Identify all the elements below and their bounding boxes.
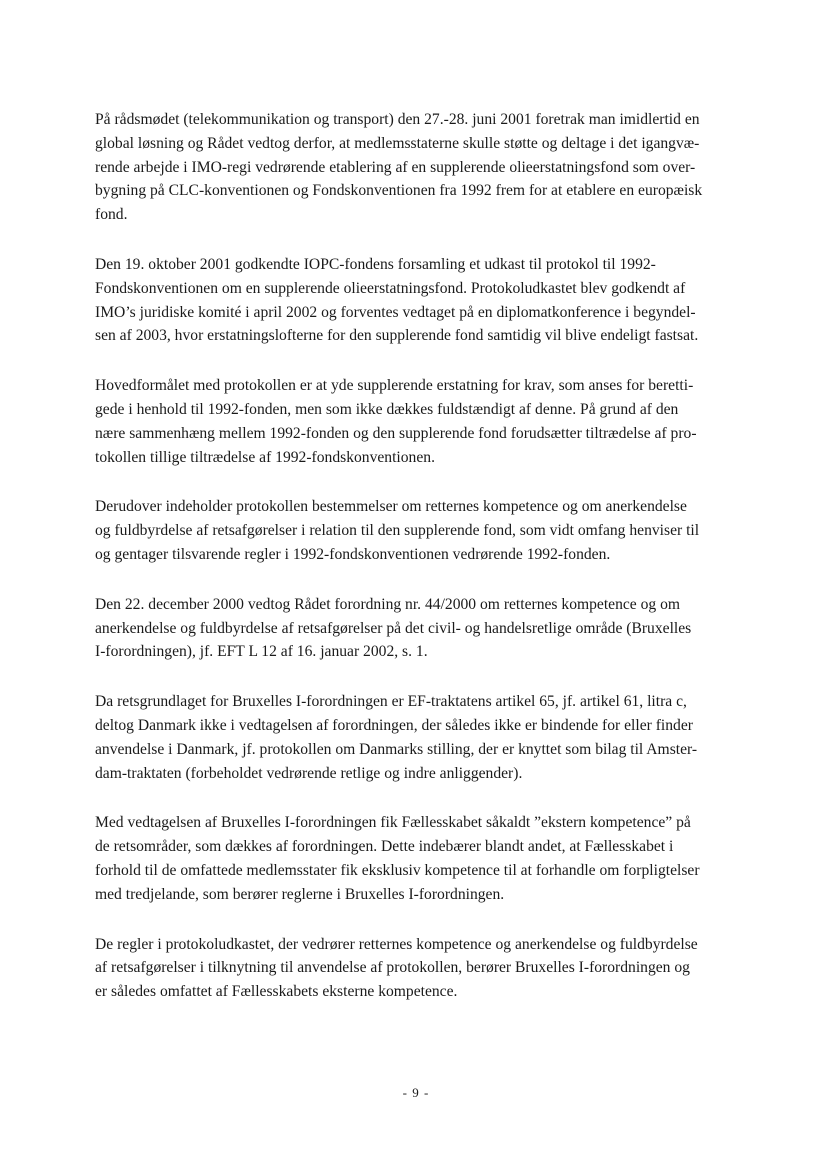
- text-line: Da retsgrundlaget for Bruxelles I-forordningen er EF-traktatens artikel 65, jf. artikel 61, litra c,: [95, 693, 687, 711]
- text-line: Med vedtagelsen af Bruxelles I-forordningen fik Fællesskabet såkaldt ”ekstern kompetence” på: [95, 814, 691, 832]
- text-line: bygning på CLC-konventionen og Fondskonventionen fra 1992 frem for at etablere en europæisk: [95, 182, 703, 200]
- text-line: Hovedformålet med protokollen er at yde supplerende erstatning for krav, som anses for beretti-: [95, 377, 694, 395]
- text-line: nære sammenhæng mellem 1992-fonden og den supplerende fond forudsætter tiltrædelse af pro-: [95, 424, 697, 442]
- text-line: Fondskonventionen om en supplerende olieerstatningsfond. Protokoludkastet blev godkendt af: [95, 279, 686, 297]
- page-number: - 9 -: [402, 1085, 430, 1100]
- text-line: gede i henhold til 1992-fonden, men som ikke dækkes fuldstændigt af denne. På grund af den: [95, 400, 679, 418]
- text-line: de retsområder, som dækkes af forordningen. Dette indebærer blandt andet, at Fællesskabet i: [95, 838, 674, 856]
- text-line: Den 19. oktober 2001 godkendte IOPC-fondens forsamling et udkast til protokol til 1992-: [95, 255, 656, 273]
- text-line: og gentager tilsvarende regler i 1992-fondskonventionen vedrørende 1992-fonden.: [95, 545, 611, 563]
- text-line: med tredjelande, som berører reglerne i Bruxelles I-forordningen.: [95, 885, 505, 903]
- paragraph-3: [95, 374, 755, 469]
- text-line: sen af 2003, hvor erstatningslofterne for den supplerende fond samtidig vil blive endeligt fastsat.: [95, 327, 699, 345]
- text-line: De regler i protokoludkastet, der vedrører retternes kompetence og anerkendelse og fuldbyrdelse: [95, 935, 698, 953]
- paragraph-2: [95, 253, 755, 348]
- paragraph-6: [95, 690, 755, 785]
- text-line: fond.: [95, 206, 128, 224]
- text-line: Derudover indeholder protokollen bestemmelser om retternes kompetence og om anerkendelse: [95, 498, 687, 516]
- paragraph-1: [95, 108, 755, 227]
- paragraph-5: [95, 593, 755, 664]
- document-body: [95, 108, 755, 1030]
- text-line: I-forordningen), jf. EFT L 12 af 16. januar 2002, s. 1.: [95, 643, 428, 661]
- text-line: global løsning og Rådet vedtog derfor, at medlemsstaterne skulle støtte og deltage i det igangvæ-: [95, 134, 700, 152]
- text-line: og fuldbyrdelse af retsafgørelser i relation til den supplerende fond, som vidt omfang henviser til: [95, 522, 700, 540]
- text-line: tokollen tillige tiltrædelse af 1992-fondskonventionen.: [95, 448, 435, 466]
- text-line: forhold til de omfattede medlemsstater fik eksklusiv kompetence til at forhandle om forpligtelser: [95, 861, 700, 879]
- paragraph-4: [95, 495, 755, 566]
- text-line: Den 22. december 2000 vedtog Rådet forordning nr. 44/2000 om retternes kompetence og om: [95, 595, 681, 613]
- text-line: er således omfattet af Fællesskabets eksterne kompetence.: [95, 983, 458, 1001]
- text-line: anvendelse i Danmark, jf. protokollen om Danmarks stilling, der er knyttet som bilag til Amster-: [95, 740, 698, 758]
- text-line: På rådsmødet (telekommunikation og transport) den 27.-28. juni 2001 foretrak man imidlertid en: [95, 111, 700, 128]
- paragraph-7: [95, 811, 755, 906]
- text-line: IMO’s juridiske komité i april 2002 og forventes vedtaget på en diplomatkonference i begyndel-: [95, 303, 696, 321]
- text-line: af retsafgørelser i tilknytning til anvendelse af protokollen, berører Bruxelles I-forordningen og: [95, 959, 690, 977]
- text-line: deltog Danmark ikke i vedtagelsen af forordningen, der således ikke er bindende for eller finder: [95, 716, 693, 734]
- text-line: rende arbejde i IMO-regi vedrørende etablering af en supplerende olieerstatningsfond som over-: [95, 158, 696, 176]
- text-line: anerkendelse og fuldbyrdelse af retsafgørelser på det civil- og handelsretlige område (Bruxelles: [95, 619, 692, 637]
- paragraph-8: [95, 933, 755, 1004]
- text-line: dam-traktaten (forbeholdet vedrørende retlige og indre anliggender).: [95, 764, 523, 782]
